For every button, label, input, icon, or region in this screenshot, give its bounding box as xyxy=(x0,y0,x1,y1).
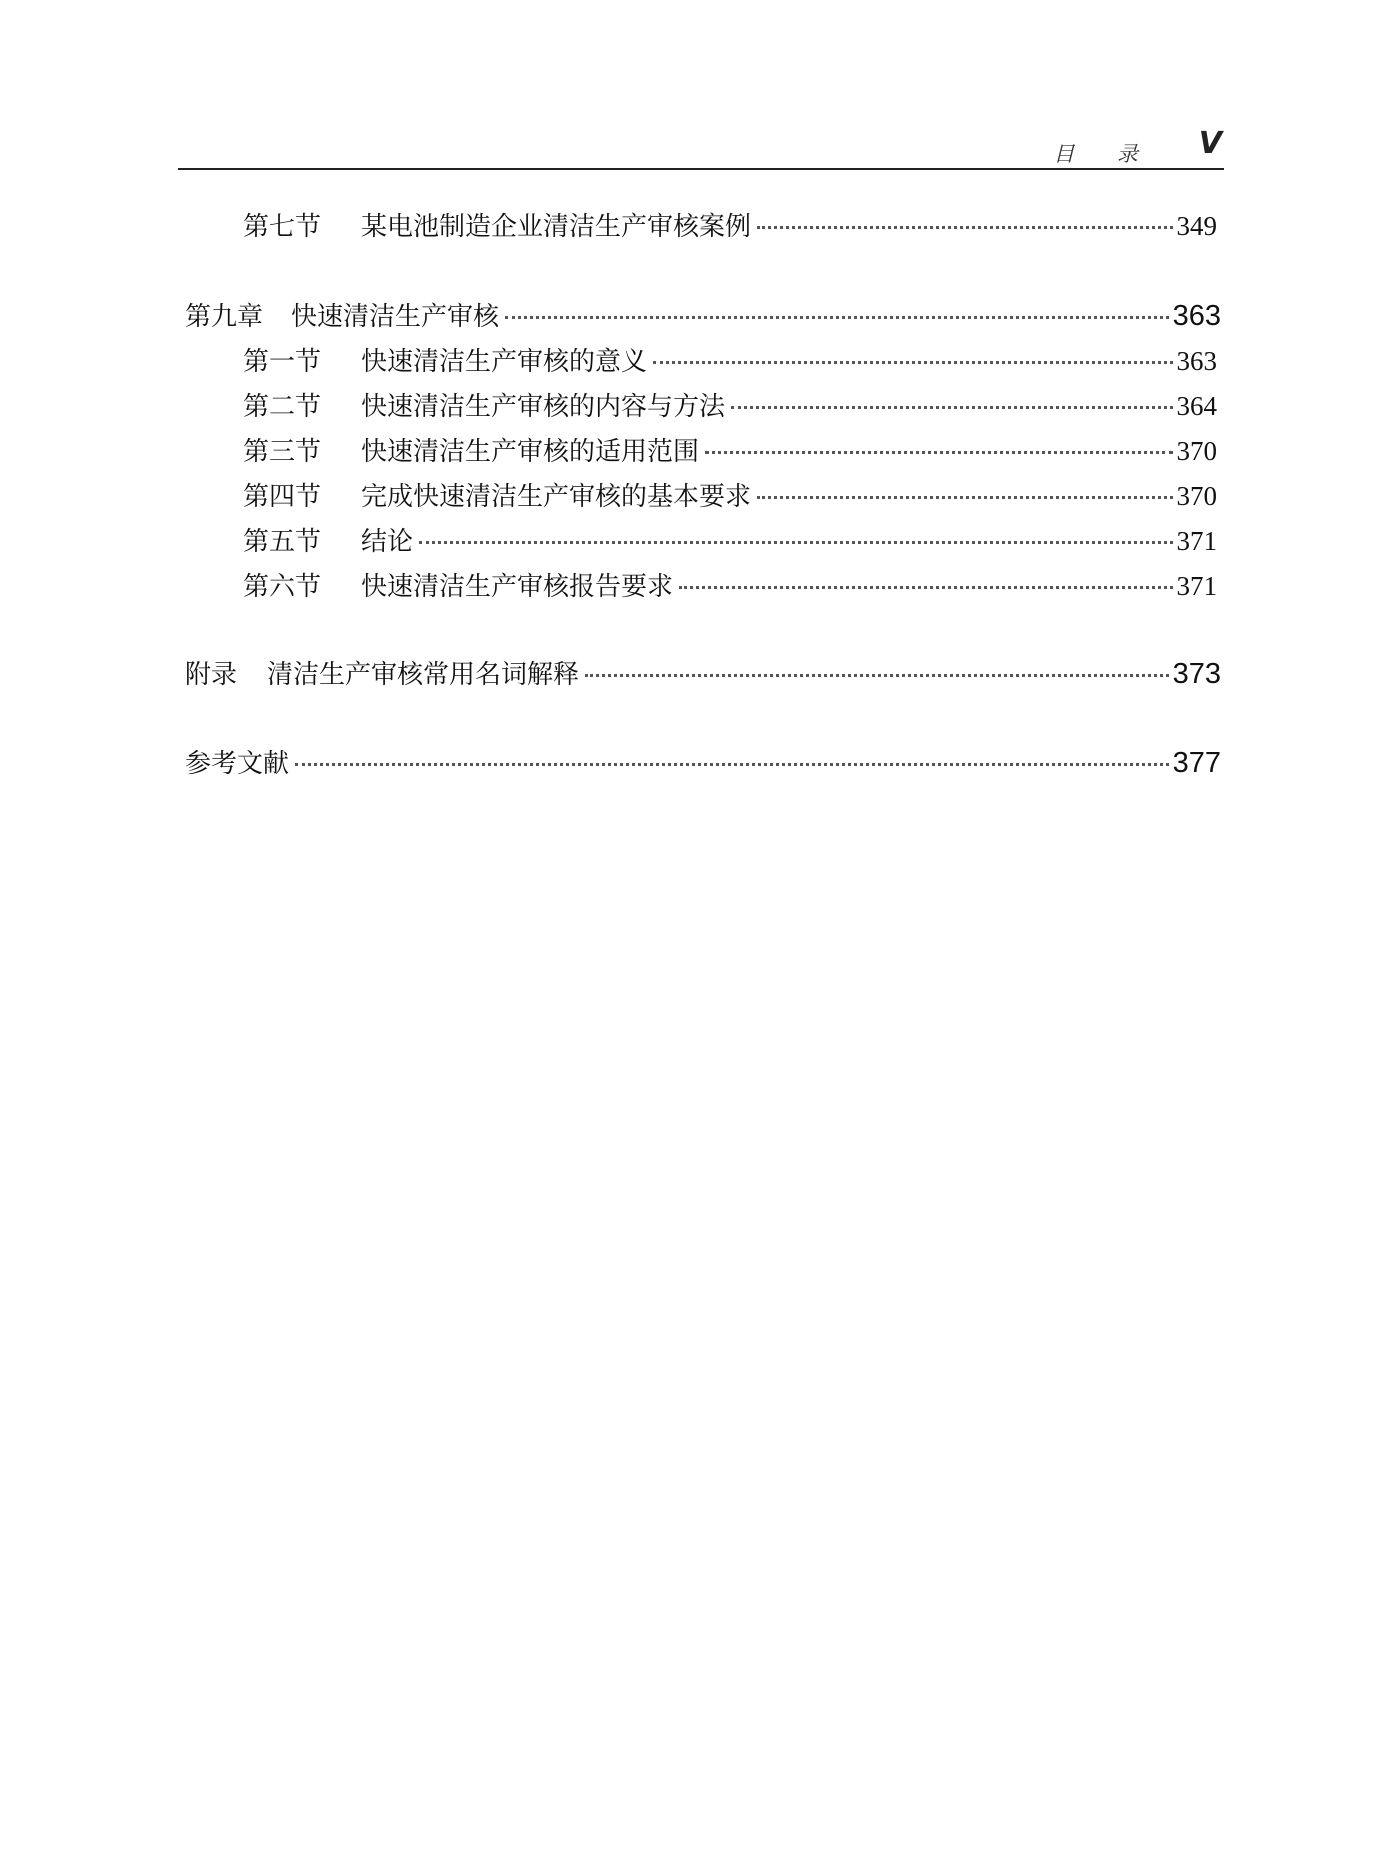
dot-leader xyxy=(731,405,1172,409)
toc-entry-page: 363 xyxy=(1172,300,1221,332)
dot-leader xyxy=(679,585,1172,589)
toc-entry-number: 第二节 xyxy=(243,392,322,422)
toc-entry-page: 371 xyxy=(1176,571,1217,601)
toc-entry-page: 363 xyxy=(1176,346,1217,376)
running-head xyxy=(178,128,1224,170)
toc-entry-title: 结论 xyxy=(361,527,414,557)
running-head-title: 目 录 xyxy=(1053,142,1156,166)
toc-entry-title: 快速清洁生产审核的适用范围 xyxy=(361,437,700,467)
toc-entry-title: 清洁生产审核常用名词解释 xyxy=(267,660,580,690)
toc-entry-title: 快速清洁生产审核报告要求 xyxy=(361,572,674,602)
toc-entry-title: 参考文献 xyxy=(185,749,290,779)
dot-leader xyxy=(653,360,1172,364)
toc-entry-number: 第一节 xyxy=(243,347,322,377)
toc-entry-page: 370 xyxy=(1176,481,1217,511)
dot-leader xyxy=(585,673,1169,677)
toc-entry-section[interactable] xyxy=(243,521,1217,555)
toc-entry-section[interactable] xyxy=(243,341,1217,375)
dot-leader xyxy=(419,540,1172,544)
dot-leader xyxy=(295,762,1169,766)
toc-entry-number: 第九章 xyxy=(185,302,264,332)
toc-entry-page: 370 xyxy=(1176,436,1217,466)
toc-entry-number: 附录 xyxy=(185,660,238,690)
toc-entry-number: 第四节 xyxy=(243,482,322,512)
toc-entry-number: 第七节 xyxy=(243,212,322,242)
toc-entry-title: 完成快速清洁生产审核的基本要求 xyxy=(361,482,752,512)
toc-entry-title: 某电池制造企业清洁生产审核案例 xyxy=(361,212,752,242)
dot-leader xyxy=(505,315,1169,319)
toc-entry-page: 349 xyxy=(1176,211,1217,241)
page-number: V xyxy=(1198,126,1222,161)
toc-entry-references[interactable] xyxy=(185,743,1221,779)
toc-entry-page: 364 xyxy=(1176,391,1217,421)
toc-entry-chapter[interactable] xyxy=(185,296,1221,332)
toc-entry-title: 快速清洁生产审核的意义 xyxy=(361,347,648,377)
toc-entry-page: 377 xyxy=(1172,747,1221,779)
toc-entry-number: 第六节 xyxy=(243,572,322,602)
toc-entry-section[interactable] xyxy=(243,206,1217,240)
dot-leader xyxy=(757,225,1172,229)
toc-entry-section[interactable] xyxy=(243,476,1217,510)
dot-leader xyxy=(757,495,1172,499)
toc-entry-section[interactable] xyxy=(243,566,1217,600)
toc-entry-appendix[interactable] xyxy=(185,654,1221,690)
toc-entry-section[interactable] xyxy=(243,431,1217,465)
toc-entry-page: 373 xyxy=(1172,658,1221,690)
toc-entry-title: 快速清洁生产审核 xyxy=(291,302,500,332)
toc-entry-title: 快速清洁生产审核的内容与方法 xyxy=(361,392,726,422)
toc-entry-number: 第三节 xyxy=(243,437,322,467)
toc-entry-page: 371 xyxy=(1176,526,1217,556)
dot-leader xyxy=(705,450,1172,454)
toc-entry-number: 第五节 xyxy=(243,527,322,557)
toc-entry-section[interactable] xyxy=(243,386,1217,420)
